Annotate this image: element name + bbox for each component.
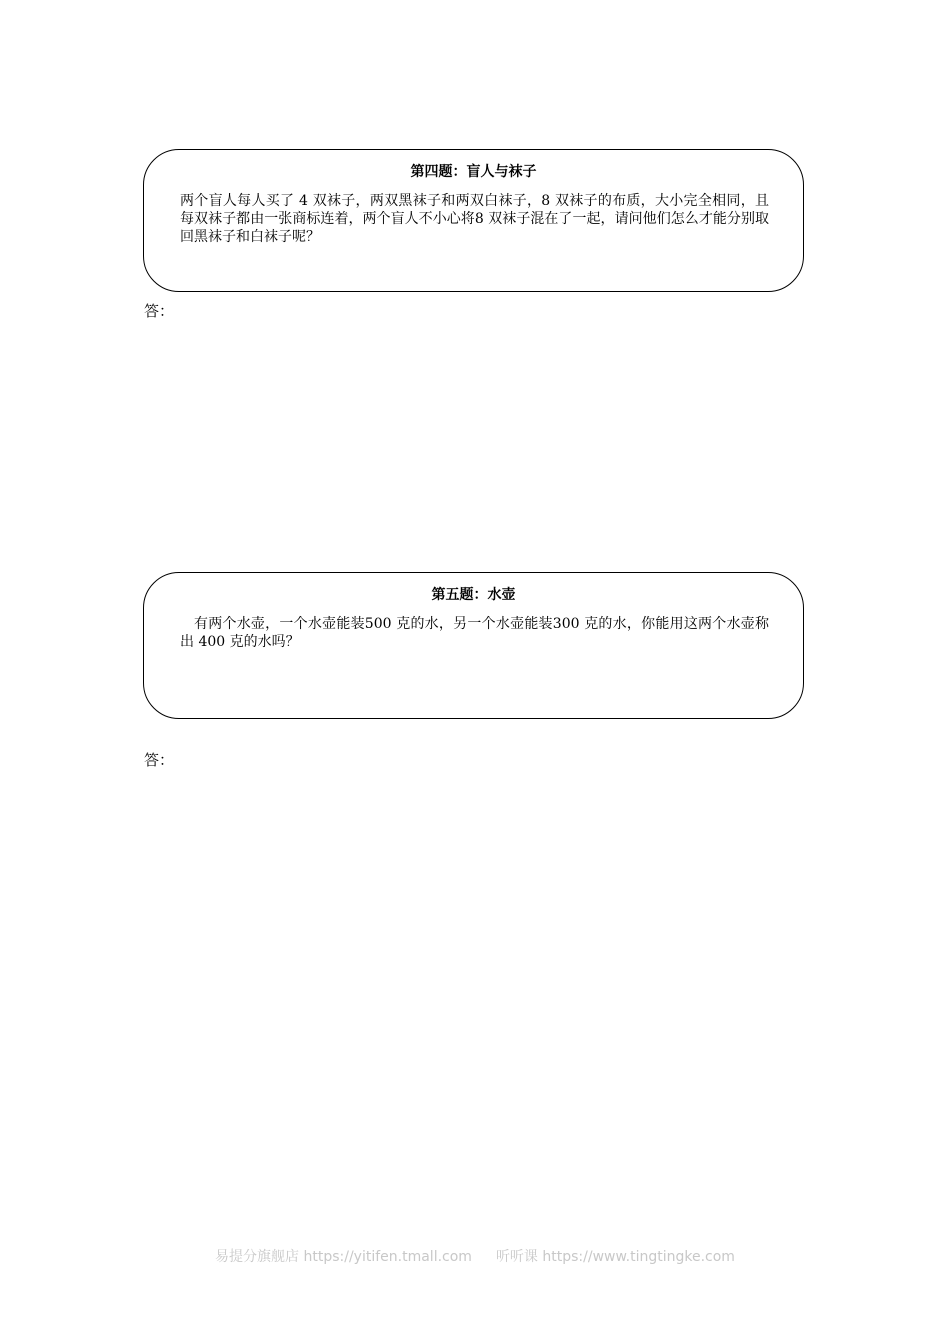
question-5-box: [143, 572, 804, 719]
page-footer: [0, 1246, 950, 1266]
footer-right-watermark: 听听课 https://www.tingtingke.com: [495, 1249, 735, 1265]
question-5-title: 第五题：水壶: [431, 587, 516, 603]
question-4-text: 两个盲人每人买了 4 双袜子，两双黑袜子和两双白袜子，8 双袜子的布质，大小完全相同，且每双袜子都由一张商标连着，两个盲人不小心将8 双袜子混在了一起，请问他们怎么才能分别取回黑袜子和白袜子呢？: [180, 193, 769, 245]
question-4-answer-label: 答：: [144, 302, 175, 320]
question-4-title: 第四题：盲人与袜子: [410, 164, 537, 180]
footer-left-watermark: 易提分旗舰店 https://yitifen.tmall.com: [215, 1249, 472, 1265]
question-4-box: [143, 149, 804, 292]
question-5-answer-label: 答：: [144, 751, 175, 769]
question-5-text: 有两个水壶，一个水壶能装500 克的水，另一个水壶能装300 克的水，你能用这两个水壶称出 400 克的水吗？: [180, 616, 769, 650]
